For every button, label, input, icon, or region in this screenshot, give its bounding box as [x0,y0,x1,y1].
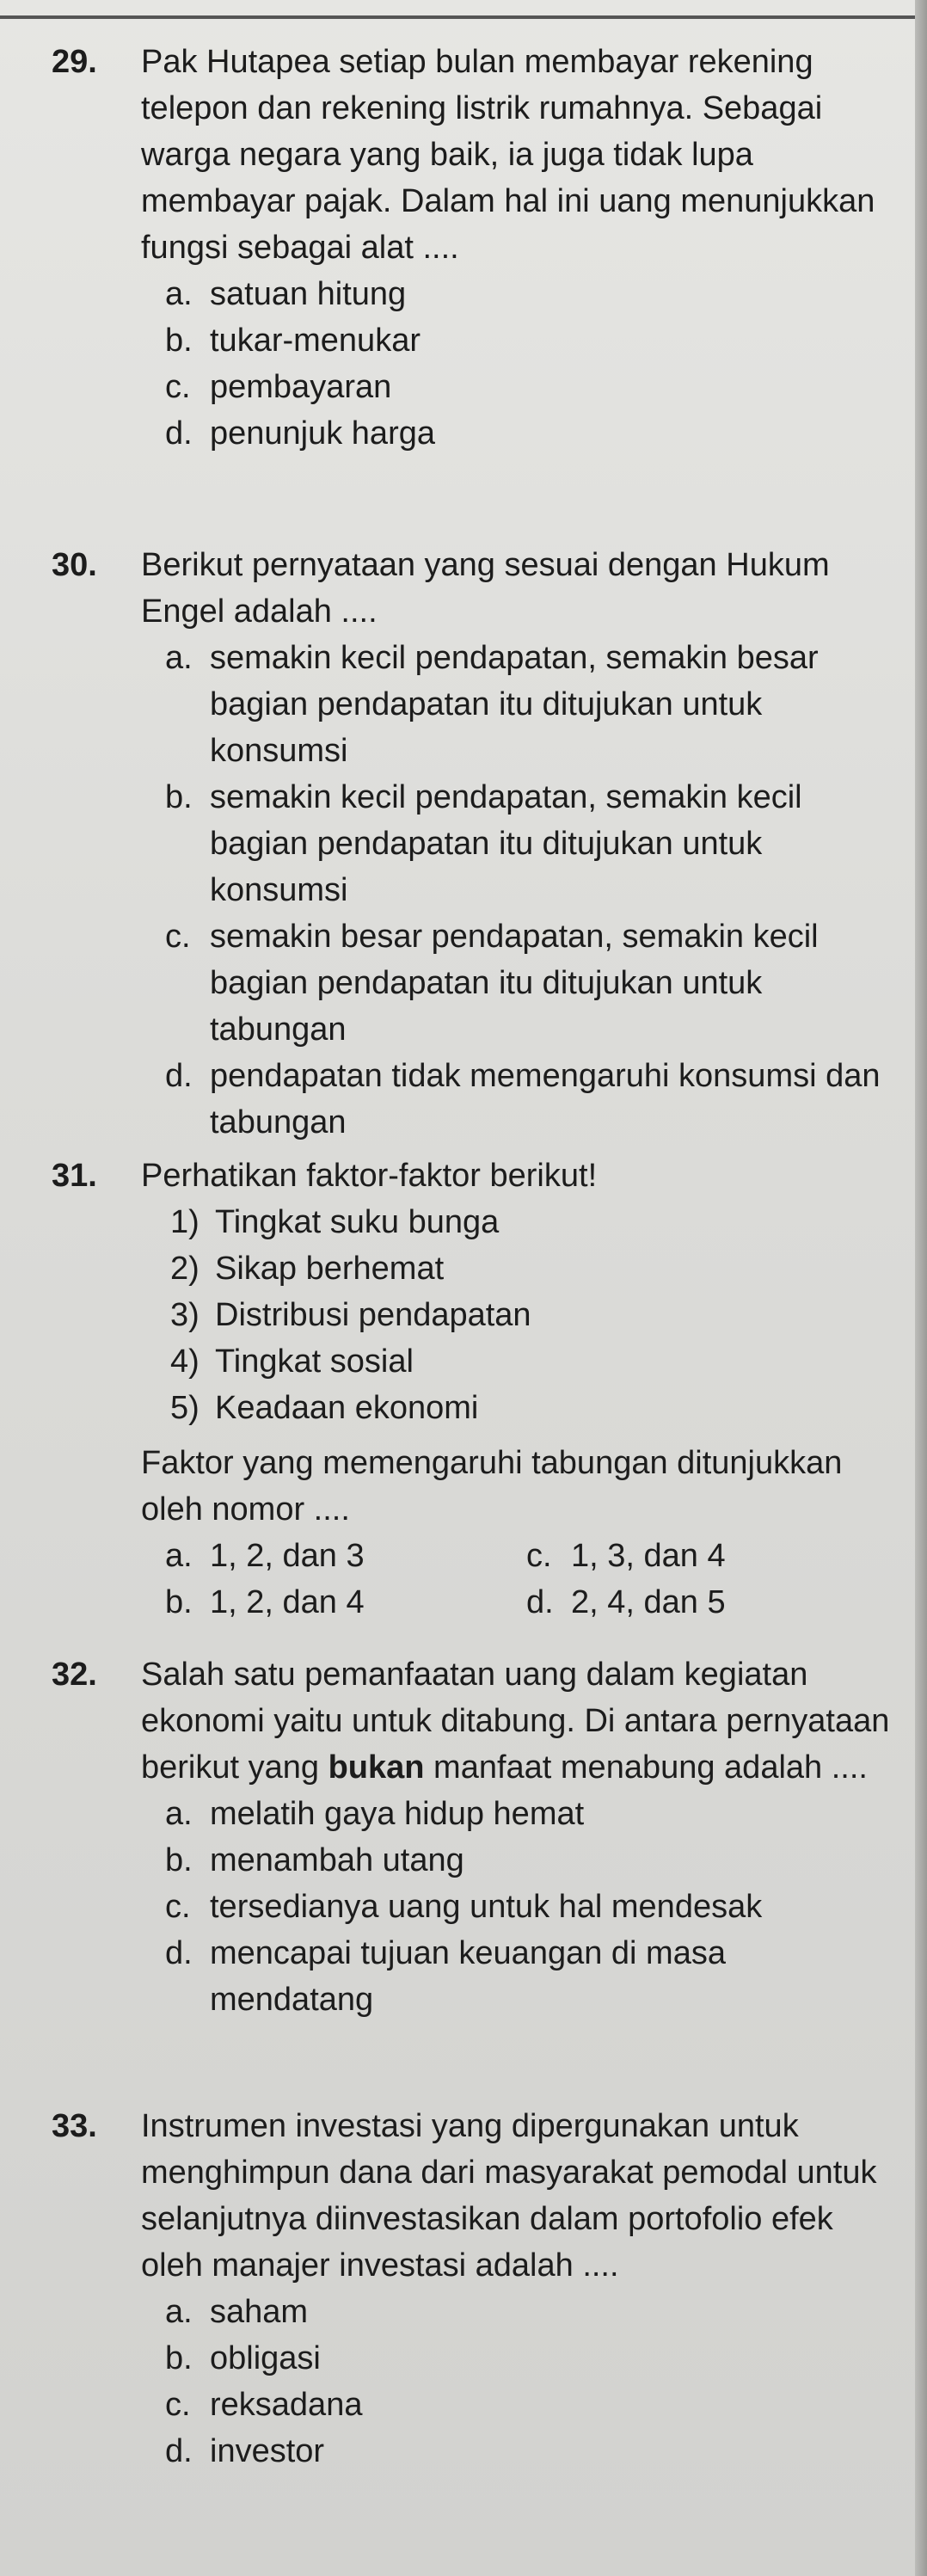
factor-item: 5) Keadaan ekonomi [170,1390,479,1426]
option-a: a. satuan hitung [165,276,407,312]
question-30 [52,542,894,1146]
question-number: 33. [52,2108,97,2144]
option-c: c. semakin besar pendapatan, semakin kecil bagian pendapatan itu ditujukan untuk tabungan [165,919,819,1048]
question-text: Perhatikan faktor-faktor berikut! [141,1158,598,1194]
option-d: d. pendapatan tidak memengaruhi konsumsi dan tabungan [165,1058,881,1140]
page-edge [915,0,927,2576]
option-d: d. penunjuk harga [165,415,435,452]
top-rule [0,15,927,19]
option-c: c. reksadana [165,2387,363,2423]
question-text: Berikut pernyataan yang sesuai dengan Hukum Engel adalah .... [141,547,830,630]
question-33 [52,2103,894,2475]
options-grid [165,1533,894,1626]
option-a: a. semakin kecil pendapatan, semakin besar bagian pendapatan itu ditujukan untuk konsumsi [165,640,819,769]
emphasis-bukan: bukan [328,1749,425,1786]
question-text: Salah satu pemanfaatan uang dalam kegiatan ekonomi yaitu untuk ditabung. Di antara pernyataan berikut yang bukan manfaat menabung adalah .... [141,1657,890,1786]
question-31 [52,1153,894,1626]
option-b: b. tukar-menukar [165,323,421,359]
question-number: 31. [52,1158,97,1194]
option-d: d. investor [165,2433,325,2469]
option-a: a. 1, 2, dan 3 [165,1538,365,1574]
question-32 [52,1651,894,2023]
factor-item: 2) Sikap berhemat [170,1251,445,1287]
option-b: b. 1, 2, dan 4 [165,1584,365,1620]
option-d: d. 2, 4, dan 5 [526,1584,726,1620]
question-number: 30. [52,547,97,583]
option-b: b. menambah utang [165,1842,464,1878]
option-c: c. 1, 3, dan 4 [526,1538,726,1574]
question-number: 29. [52,44,97,80]
option-b: b. semakin kecil pendapatan, semakin kecil bagian pendapatan itu ditujukan untuk konsumsi [165,779,802,908]
question-number: 32. [52,1657,97,1693]
option-a: a. saham [165,2294,309,2330]
question-prompt: Faktor yang memengaruhi tabungan ditunjukkan oleh nomor .... [141,1445,843,1528]
option-d: d. mencapai tujuan keuangan di masa mendatang [165,1935,726,2018]
option-c: c. tersedianya uang untuk hal mendesak [165,1889,763,1925]
factor-item: 3) Distribusi pendapatan [170,1297,531,1333]
question-29 [52,39,894,457]
option-b: b. obligasi [165,2340,321,2376]
question-text: Instrumen investasi yang dipergunakan untuk menghimpun dana dari masyarakat pemodal untuk selanjutnya diinvestasikan dalam portofolio efek oleh manajer investasi adalah .... [141,2108,877,2284]
question-text: Pak Hutapea setiap bulan membayar rekening telepon dan rekening listrik rumahnya. Sebagai warga negara yang baik, ia juga tidak lupa membayar pajak. Dalam hal ini uang menunjukkan fungsi sebagai alat .... [141,44,875,266]
factor-item: 1) Tingkat suku bunga [170,1204,500,1240]
factor-item: 4) Tingkat sosial [170,1343,414,1380]
option-a: a. melatih gaya hidup hemat [165,1796,585,1832]
option-c: c. pembayaran [165,369,392,405]
